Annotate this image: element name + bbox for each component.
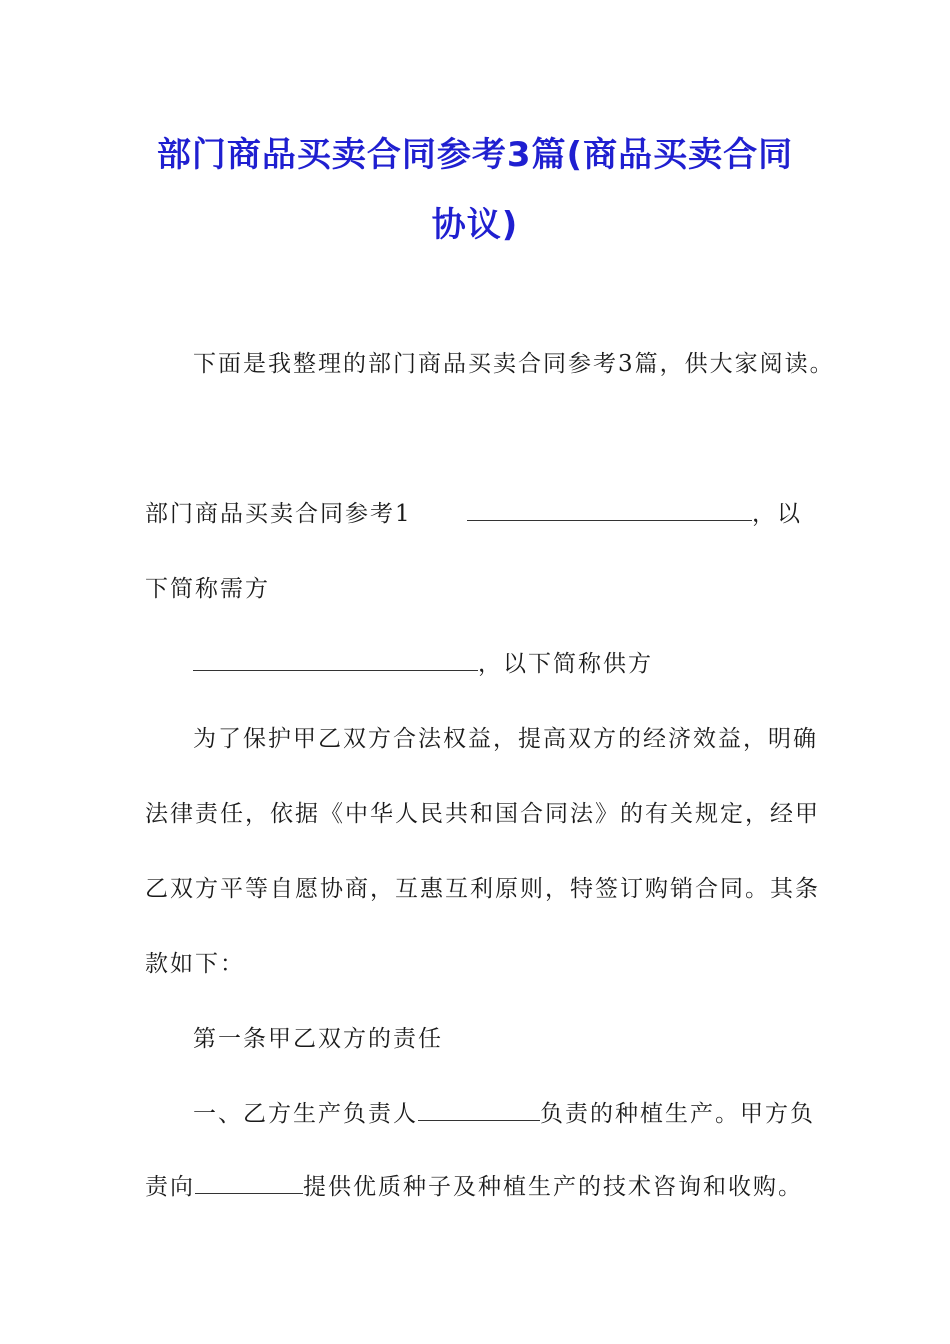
buyer-name-blank — [467, 500, 752, 521]
item1-part-1: 一、乙方生产负责人 — [193, 1101, 418, 1127]
contract1-suffix: ，以 — [751, 501, 802, 527]
producer-name-blank — [418, 1100, 540, 1121]
item1-part-2: 负责的种植生产。甲方负 — [540, 1101, 815, 1127]
para1-line-2: 法律责任，依据《中华人民共和国合同法》的有关规定，经甲 — [145, 801, 820, 827]
article1-heading: 第一条甲乙双方的责任 — [193, 1026, 443, 1052]
intro-paragraph: 下面是我整理的部门商品买卖合同参考3篇，供大家阅读。 — [193, 351, 835, 377]
supplier-name-blank — [193, 650, 478, 671]
contract1-line-2: 下简称需方 — [145, 576, 270, 602]
title-line-2: 协议) — [431, 205, 519, 245]
supplier-suffix: ，以下简称供方 — [478, 651, 653, 677]
contract1-line-1 — [145, 495, 802, 528]
title-line-1: 部门商品买卖合同参考3篇(商品买卖合同 — [156, 135, 794, 175]
item1-line2-part-1: 责向 — [145, 1174, 195, 1200]
item1-line2-part-2: 提供优质种子及种植生产的技术咨询和收购。 — [303, 1174, 803, 1200]
document-title — [140, 120, 810, 260]
supplier-line — [193, 645, 653, 678]
contract1-heading: 部门商品买卖合同参考1 — [145, 501, 412, 527]
recipient-name-blank — [195, 1173, 303, 1194]
para1-line-3: 乙双方平等自愿协商，互惠互利原则，特签订购销合同。其条 — [145, 876, 820, 902]
item1-line-2 — [145, 1168, 803, 1201]
item1-line-1 — [193, 1095, 815, 1128]
para1-line-4: 款如下： — [145, 951, 245, 977]
para1-line-1: 为了保护甲乙双方合法权益，提高双方的经济效益，明确 — [193, 726, 818, 752]
